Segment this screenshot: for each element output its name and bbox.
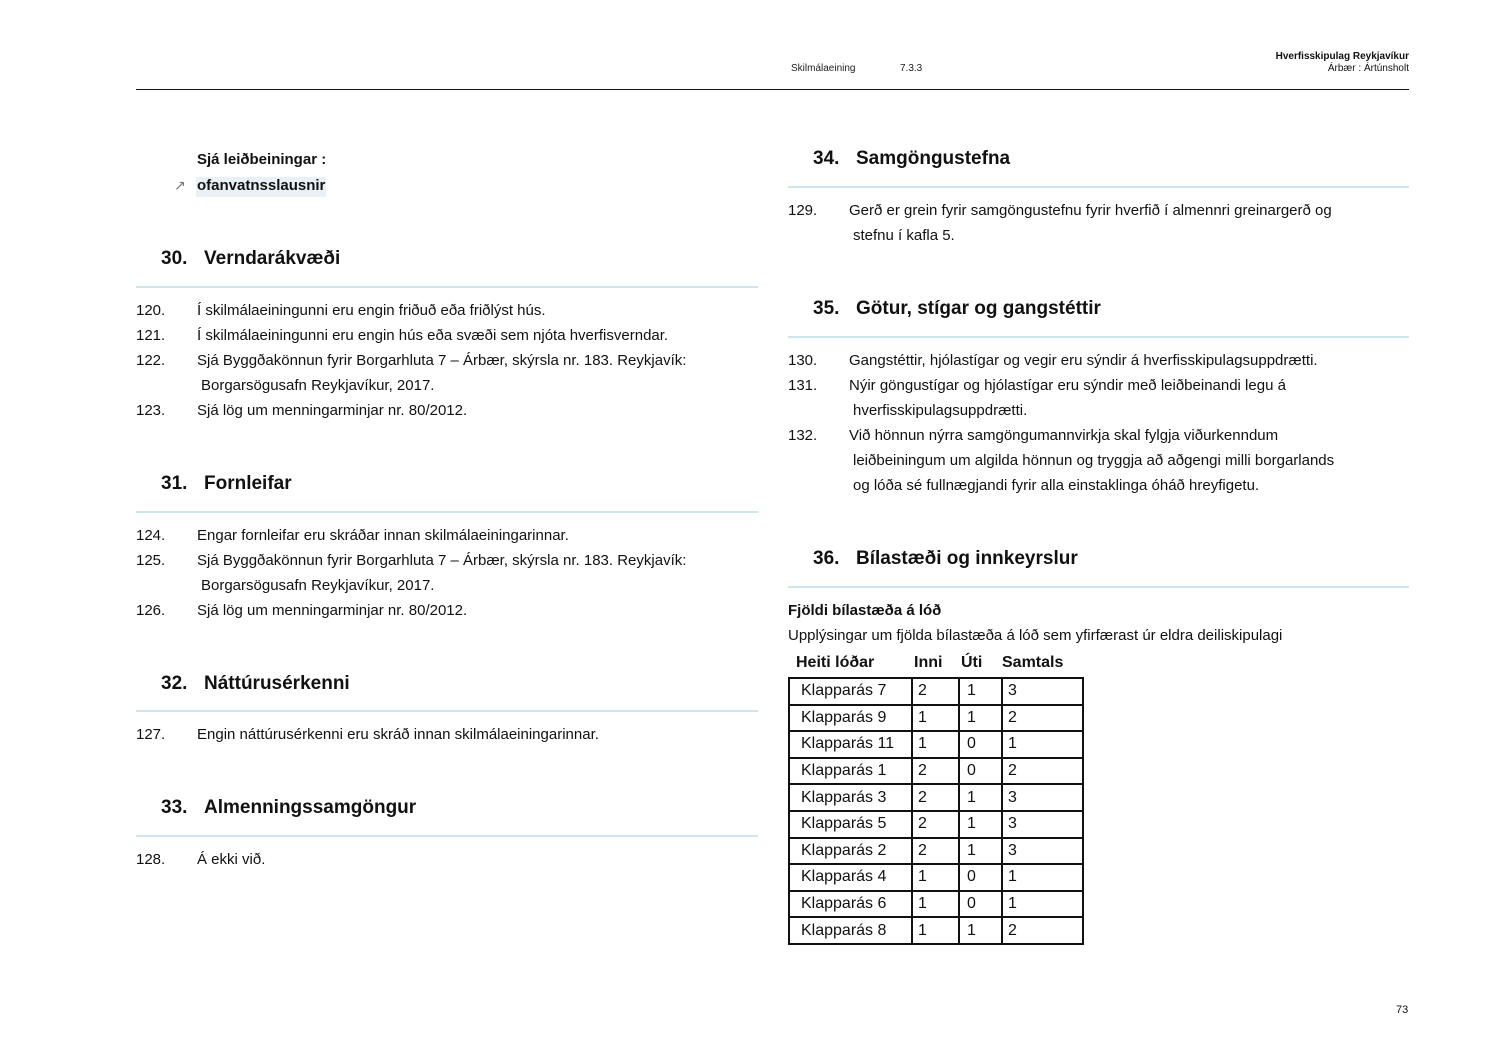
section-divider bbox=[136, 511, 758, 513]
item-text bbox=[197, 548, 686, 598]
section-title bbox=[813, 148, 1010, 170]
item-line: Nýir göngustígar og hjólastígar eru sýndir með leiðbeinandi legu á bbox=[849, 377, 1286, 394]
section-divider bbox=[788, 336, 1409, 338]
cell-lot-name: Klapparás 1 bbox=[789, 758, 912, 785]
cell-samtals: 2 bbox=[1002, 758, 1083, 785]
table-row bbox=[789, 811, 1083, 838]
item-line: Engin náttúrusérkenni eru skráð innan skilmálaeiningarinnar. bbox=[197, 726, 599, 743]
section-number: 30. bbox=[161, 248, 188, 269]
table-row bbox=[789, 864, 1083, 891]
table-header-samtals: Samtals bbox=[1002, 654, 1064, 671]
cell-samtals: 1 bbox=[1002, 864, 1083, 891]
section-divider bbox=[136, 710, 758, 712]
header-doc-info bbox=[1276, 51, 1409, 75]
list-item bbox=[136, 298, 758, 323]
section-number: 34. bbox=[813, 148, 840, 169]
section-title-text: Verndarákvæði bbox=[204, 248, 341, 269]
see-also-label: Sjá leiðbeiningar : bbox=[197, 151, 327, 168]
section-number: 33. bbox=[161, 797, 188, 818]
list-item bbox=[136, 722, 758, 747]
cell-uti: 0 bbox=[959, 891, 1002, 918]
cell-uti: 0 bbox=[959, 864, 1002, 891]
arrow-up-right-icon: ↗ bbox=[174, 177, 186, 193]
item-text bbox=[849, 198, 1332, 248]
table-row bbox=[789, 678, 1083, 705]
cell-inni: 2 bbox=[912, 838, 959, 865]
section-number: 32. bbox=[161, 673, 188, 694]
section-divider bbox=[788, 586, 1409, 588]
header-section-number: 7.3.3 bbox=[900, 63, 923, 74]
section-title-text: Fornleifar bbox=[204, 473, 292, 494]
cell-samtals: 3 bbox=[1002, 838, 1083, 865]
item-number: 126. bbox=[136, 602, 166, 619]
item-text bbox=[197, 298, 546, 323]
item-number: 121. bbox=[136, 327, 166, 344]
item-line: Borgarsögusafn Reykjavíkur, 2017. bbox=[201, 577, 435, 594]
header-rule bbox=[136, 89, 1409, 90]
section-title-text: Náttúrusérkenni bbox=[204, 673, 350, 694]
item-text bbox=[197, 598, 467, 623]
section-divider bbox=[136, 286, 758, 288]
cell-inni: 2 bbox=[912, 678, 959, 705]
item-line: Við hönnun nýrra samgöngumannvirkja skal fylgja viðurkenndum bbox=[849, 427, 1279, 444]
list-item bbox=[788, 373, 1409, 423]
cell-samtals: 2 bbox=[1002, 705, 1083, 732]
cell-samtals: 2 bbox=[1002, 917, 1083, 944]
section-title-text: Almenningssamgöngur bbox=[204, 797, 417, 818]
section-title bbox=[161, 248, 340, 270]
table-row bbox=[789, 784, 1083, 811]
list-item bbox=[136, 398, 758, 423]
cell-lot-name: Klapparás 5 bbox=[789, 811, 912, 838]
item-number: 125. bbox=[136, 552, 166, 569]
list-item bbox=[788, 423, 1409, 498]
item-number: 124. bbox=[136, 527, 166, 544]
item-text bbox=[197, 323, 668, 348]
item-number: 120. bbox=[136, 302, 166, 319]
cell-uti: 1 bbox=[959, 917, 1002, 944]
cell-lot-name: Klapparás 8 bbox=[789, 917, 912, 944]
cell-inni: 1 bbox=[912, 891, 959, 918]
cell-samtals: 3 bbox=[1002, 678, 1083, 705]
item-line: Sjá Byggðakönnun fyrir Borgarhluta 7 – Árbær, skýrsla nr. 183. Reykjavík: bbox=[197, 552, 687, 569]
cell-lot-name: Klapparás 9 bbox=[789, 705, 912, 732]
item-number: 122. bbox=[136, 352, 166, 369]
list-item bbox=[136, 523, 758, 548]
section-title bbox=[161, 473, 292, 495]
table-header-name: Heiti lóðar bbox=[796, 654, 875, 671]
parking-table bbox=[788, 677, 1084, 945]
list-item bbox=[788, 198, 1409, 248]
cell-samtals: 3 bbox=[1002, 784, 1083, 811]
table-row bbox=[789, 891, 1083, 918]
section-number: 36. bbox=[813, 548, 840, 569]
list-item bbox=[788, 348, 1409, 373]
cell-uti: 1 bbox=[959, 678, 1002, 705]
cell-samtals: 1 bbox=[1002, 731, 1083, 758]
parking-description: Upplýsingar um fjölda bílastæða á lóð sem yfirfærast úr eldra deiliskipulagi bbox=[788, 627, 1283, 644]
table-row bbox=[789, 917, 1083, 944]
item-line: og lóða sé fullnægjandi fyrir alla einstaklinga óháð hreyfigetu. bbox=[853, 477, 1260, 494]
item-line: Á ekki við. bbox=[197, 851, 266, 868]
item-number: 128. bbox=[136, 851, 166, 868]
section-title-text: Samgöngustefna bbox=[856, 148, 1011, 169]
section-title-text: Götur, stígar og gangstéttir bbox=[856, 298, 1101, 319]
cell-inni: 1 bbox=[912, 705, 959, 732]
table-row bbox=[789, 758, 1083, 785]
section-divider bbox=[788, 186, 1409, 188]
item-text bbox=[849, 423, 1334, 498]
item-number: 132. bbox=[788, 427, 818, 444]
cell-inni: 2 bbox=[912, 758, 959, 785]
page-number: 73 bbox=[1396, 1004, 1409, 1016]
cell-lot-name: Klapparás 11 bbox=[789, 731, 912, 758]
section-title bbox=[813, 548, 1078, 570]
item-text bbox=[197, 847, 265, 872]
section-title bbox=[161, 673, 350, 695]
parking-subtitle: Fjöldi bílastæða á lóð bbox=[788, 602, 942, 619]
item-line: Gerð er grein fyrir samgöngustefnu fyrir hverfið í almennri greinargerð og bbox=[849, 202, 1332, 219]
cell-lot-name: Klapparás 6 bbox=[789, 891, 912, 918]
section-number: 35. bbox=[813, 298, 840, 319]
table-row bbox=[789, 705, 1083, 732]
item-text bbox=[197, 398, 467, 423]
cell-inni: 2 bbox=[912, 784, 959, 811]
item-line: stefnu í kafla 5. bbox=[853, 227, 955, 244]
item-line: Engar fornleifar eru skráðar innan skilmálaeiningarinnar. bbox=[197, 527, 569, 544]
item-line: Í skilmálaeiningunni eru engin hús eða svæði sem njóta hverfisverndar. bbox=[197, 327, 669, 344]
cell-samtals: 1 bbox=[1002, 891, 1083, 918]
cell-uti: 1 bbox=[959, 811, 1002, 838]
item-line: Borgarsögusafn Reykjavíkur, 2017. bbox=[201, 377, 435, 394]
cell-uti: 0 bbox=[959, 758, 1002, 785]
header-doc-subtitle: Árbær : Ártúnsholt bbox=[1327, 63, 1409, 74]
cell-inni: 2 bbox=[912, 811, 959, 838]
header-section-label: Skilmálaeining bbox=[791, 63, 856, 74]
section-title bbox=[813, 298, 1101, 320]
cell-uti: 1 bbox=[959, 838, 1002, 865]
item-text bbox=[197, 722, 599, 747]
item-line: Sjá lög um menningarminjar nr. 80/2012. bbox=[197, 602, 468, 619]
item-text bbox=[197, 523, 569, 548]
cell-uti: 1 bbox=[959, 784, 1002, 811]
cell-samtals: 3 bbox=[1002, 811, 1083, 838]
item-line: Gangstéttir, hjólastígar og vegir eru sýndir á hverfisskipulagsuppdrætti. bbox=[849, 352, 1318, 369]
table-header-uti: Úti bbox=[961, 654, 983, 671]
cell-lot-name: Klapparás 4 bbox=[789, 864, 912, 891]
see-also-link[interactable]: ofanvatnsslausnir bbox=[196, 177, 326, 197]
item-line: hverfisskipulagsuppdrætti. bbox=[853, 402, 1028, 419]
section-title bbox=[161, 797, 416, 819]
cell-inni: 1 bbox=[912, 917, 959, 944]
section-number: 31. bbox=[161, 473, 188, 494]
item-line: Sjá Byggðakönnun fyrir Borgarhluta 7 – Árbær, skýrsla nr. 183. Reykjavík: bbox=[197, 352, 687, 369]
cell-inni: 1 bbox=[912, 731, 959, 758]
section-divider bbox=[136, 835, 758, 837]
table-row bbox=[789, 731, 1083, 758]
header-doc-title: Hverfisskipulag Reykjavíkur bbox=[1275, 51, 1409, 62]
item-text bbox=[197, 348, 686, 398]
item-line: Sjá lög um menningarminjar nr. 80/2012. bbox=[197, 402, 468, 419]
item-line: leiðbeiningum um algilda hönnun og tryggja að aðgengi milli borgarlands bbox=[853, 452, 1335, 469]
item-line: Í skilmálaeiningunni eru engin friðuð eða friðlýst hús. bbox=[197, 302, 546, 319]
cell-uti: 0 bbox=[959, 731, 1002, 758]
item-number: 130. bbox=[788, 352, 818, 369]
list-item bbox=[136, 348, 758, 398]
item-number: 127. bbox=[136, 726, 166, 743]
list-item bbox=[136, 323, 758, 348]
cell-lot-name: Klapparás 2 bbox=[789, 838, 912, 865]
cell-inni: 1 bbox=[912, 864, 959, 891]
cell-lot-name: Klapparás 7 bbox=[789, 678, 912, 705]
cell-uti: 1 bbox=[959, 705, 1002, 732]
item-number: 129. bbox=[788, 202, 818, 219]
table-row bbox=[789, 838, 1083, 865]
item-number: 131. bbox=[788, 377, 818, 394]
cell-lot-name: Klapparás 3 bbox=[789, 784, 912, 811]
item-text bbox=[849, 348, 1318, 373]
list-item bbox=[136, 598, 758, 623]
list-item bbox=[136, 548, 758, 598]
item-text bbox=[849, 373, 1286, 423]
table-header-inni: Inni bbox=[914, 654, 943, 671]
section-title-text: Bílastæði og innkeyrslur bbox=[856, 548, 1078, 569]
item-number: 123. bbox=[136, 402, 166, 419]
list-item bbox=[136, 847, 758, 872]
